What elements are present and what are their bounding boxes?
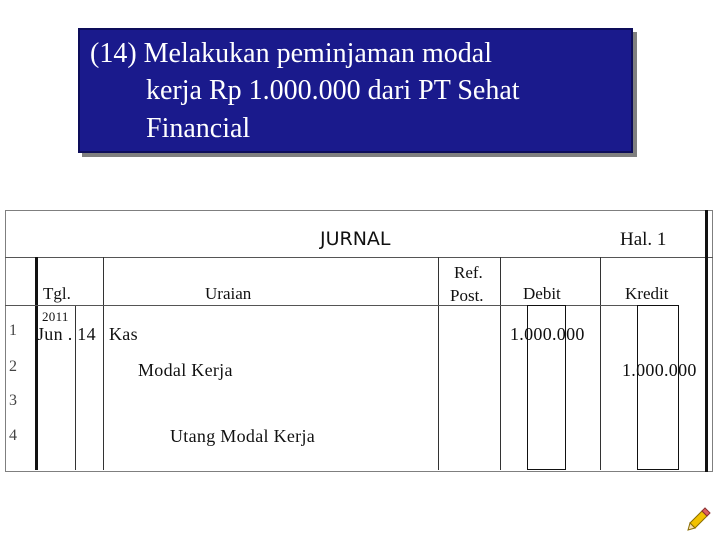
- banner-line-3: Financial: [146, 113, 251, 144]
- pencil-icon[interactable]: [686, 505, 712, 531]
- entry-description-kas: Kas: [109, 324, 138, 344]
- right-border: [705, 210, 708, 472]
- header-bottom-rule: [5, 305, 527, 306]
- header-ref-line1: Ref.: [454, 263, 483, 282]
- header-tgl: Tgl.: [43, 284, 71, 303]
- entry-year: 2011: [42, 309, 69, 324]
- header-debit: Debit: [523, 284, 561, 303]
- page-number: Hal. 1: [620, 229, 667, 250]
- row-number-4: 4: [9, 427, 17, 444]
- column-divider-number: [35, 257, 38, 470]
- entry-debit-amount: 1.000.000: [510, 324, 585, 344]
- row-number-1: 1: [9, 322, 17, 339]
- kredit-column-box: [637, 305, 679, 470]
- header-uraian: Uraian: [205, 284, 252, 303]
- banner-line-1: (14) Melakukan peminjaman modal: [90, 38, 492, 69]
- column-divider-ref: [500, 257, 501, 470]
- header-bottom-rule-right: [565, 305, 637, 306]
- row-number-3: 3: [9, 392, 17, 409]
- column-divider-debit: [600, 257, 601, 470]
- entry-kredit-amount: 1.000.000: [622, 360, 697, 380]
- row-number-2: 2: [9, 358, 17, 375]
- entry-description-modal-kerja: Modal Kerja: [138, 360, 233, 380]
- column-divider-uraian: [438, 257, 439, 470]
- header-kredit: Kredit: [625, 284, 669, 303]
- header-ref-line2: Post.: [450, 286, 484, 305]
- header-top-rule: [5, 257, 713, 258]
- entry-description-utang-modal-kerja: Utang Modal Kerja: [170, 426, 316, 446]
- banner-line-2: kerja Rp 1.000.000 dari PT Sehat: [146, 75, 520, 106]
- title-banner: [78, 28, 633, 153]
- entry-date: Jun . 14: [37, 324, 96, 344]
- journal-title: JURNAL: [320, 228, 391, 250]
- column-divider-month: [103, 257, 104, 470]
